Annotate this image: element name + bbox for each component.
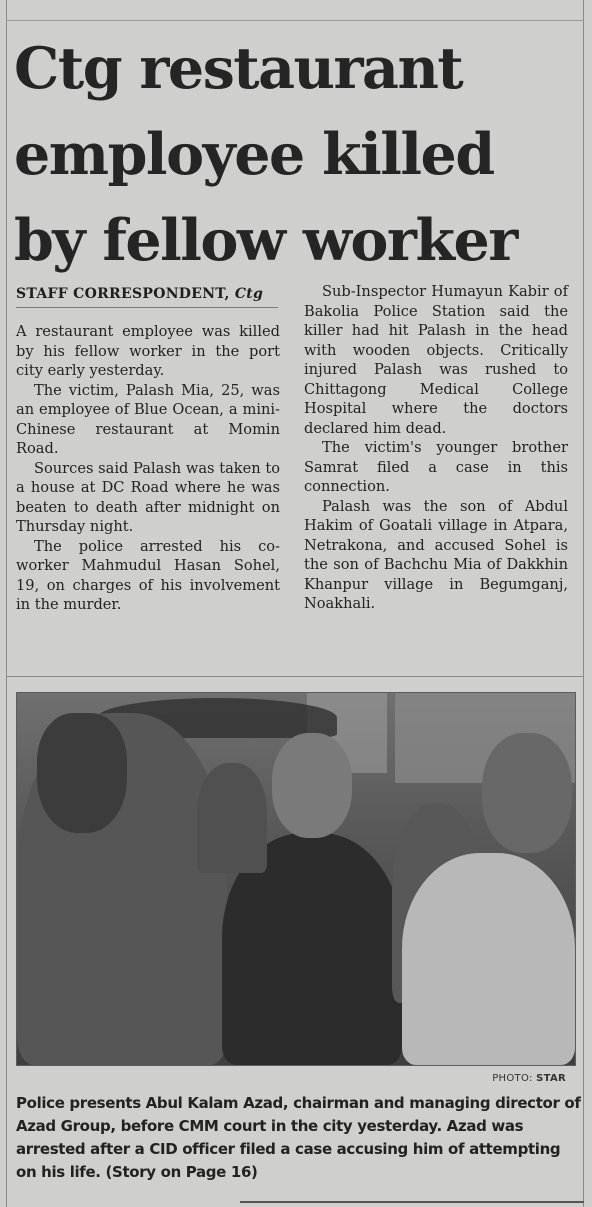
paragraph: A restaurant employee was killed by his fellow worker in the port city early yesterday.: [16, 323, 280, 379]
photo-figure-head: [482, 733, 572, 853]
paragraph: Sub-Inspector Humayun Kabir of Bakolia Police Station said the killer had hit Palash in the head with wooden objects. Critically injured Palash was rushed to Chittagong Medical College Hospital where the doctors declared him dead.: [304, 283, 568, 437]
photo-caption: Police presents Abul Kalam Azad, chairman and managing director of Azad Group, before CMM court in the city yesterday. Azad was arrested after a CID officer filed a case accusing him of attempting on his life. (Story on Page 16): [16, 1094, 581, 1181]
photo-figure-head: [37, 713, 127, 833]
paragraph: The victim, Palash Mia, 25, was an employee of Blue Ocean, a mini-Chinese restaurant at Momin Road.: [16, 381, 280, 457]
paragraph: Palash was the son of Abdul Hakim of Goatali village in Atpara, Netrakona, and accused Sohel is the son of Bachchu Mia of Dakkhin Khanpur village in Begumganj, Noakhali.: [304, 497, 568, 612]
news-photo: [16, 692, 576, 1066]
bottom-rule: [240, 1201, 584, 1203]
article-column-right: [304, 282, 568, 614]
photo-figure-man-right: [402, 853, 575, 1065]
paragraph: Sources said Palash was taken to a house at DC Road where he was beaten to death after midnight on Thursday night.: [16, 459, 280, 535]
byline-author: STAFF CORRESPONDENT,: [16, 286, 230, 302]
paragraph: The police arrested his co-worker Mahmudul Hasan Sohel, 19, on charges of his involvement in the murder.: [16, 537, 280, 613]
article-column-left: [16, 322, 280, 615]
photo-figure-crowd: [197, 763, 267, 873]
photo-credit-prefix: PHOTO:: [492, 1073, 533, 1084]
byline: [16, 286, 278, 308]
section-divider: [6, 676, 584, 677]
paragraph: The victim's younger brother Samrat filed a case in this connection.: [304, 439, 568, 495]
byline-location: Ctg: [234, 286, 264, 302]
photo-figure-head: [272, 733, 352, 838]
headline: Ctg restaurant employee killed by fellow worker: [14, 35, 517, 274]
top-rule: [6, 20, 584, 21]
photo-credit-source: STAR: [536, 1073, 566, 1084]
photo-credit: [492, 1073, 566, 1084]
